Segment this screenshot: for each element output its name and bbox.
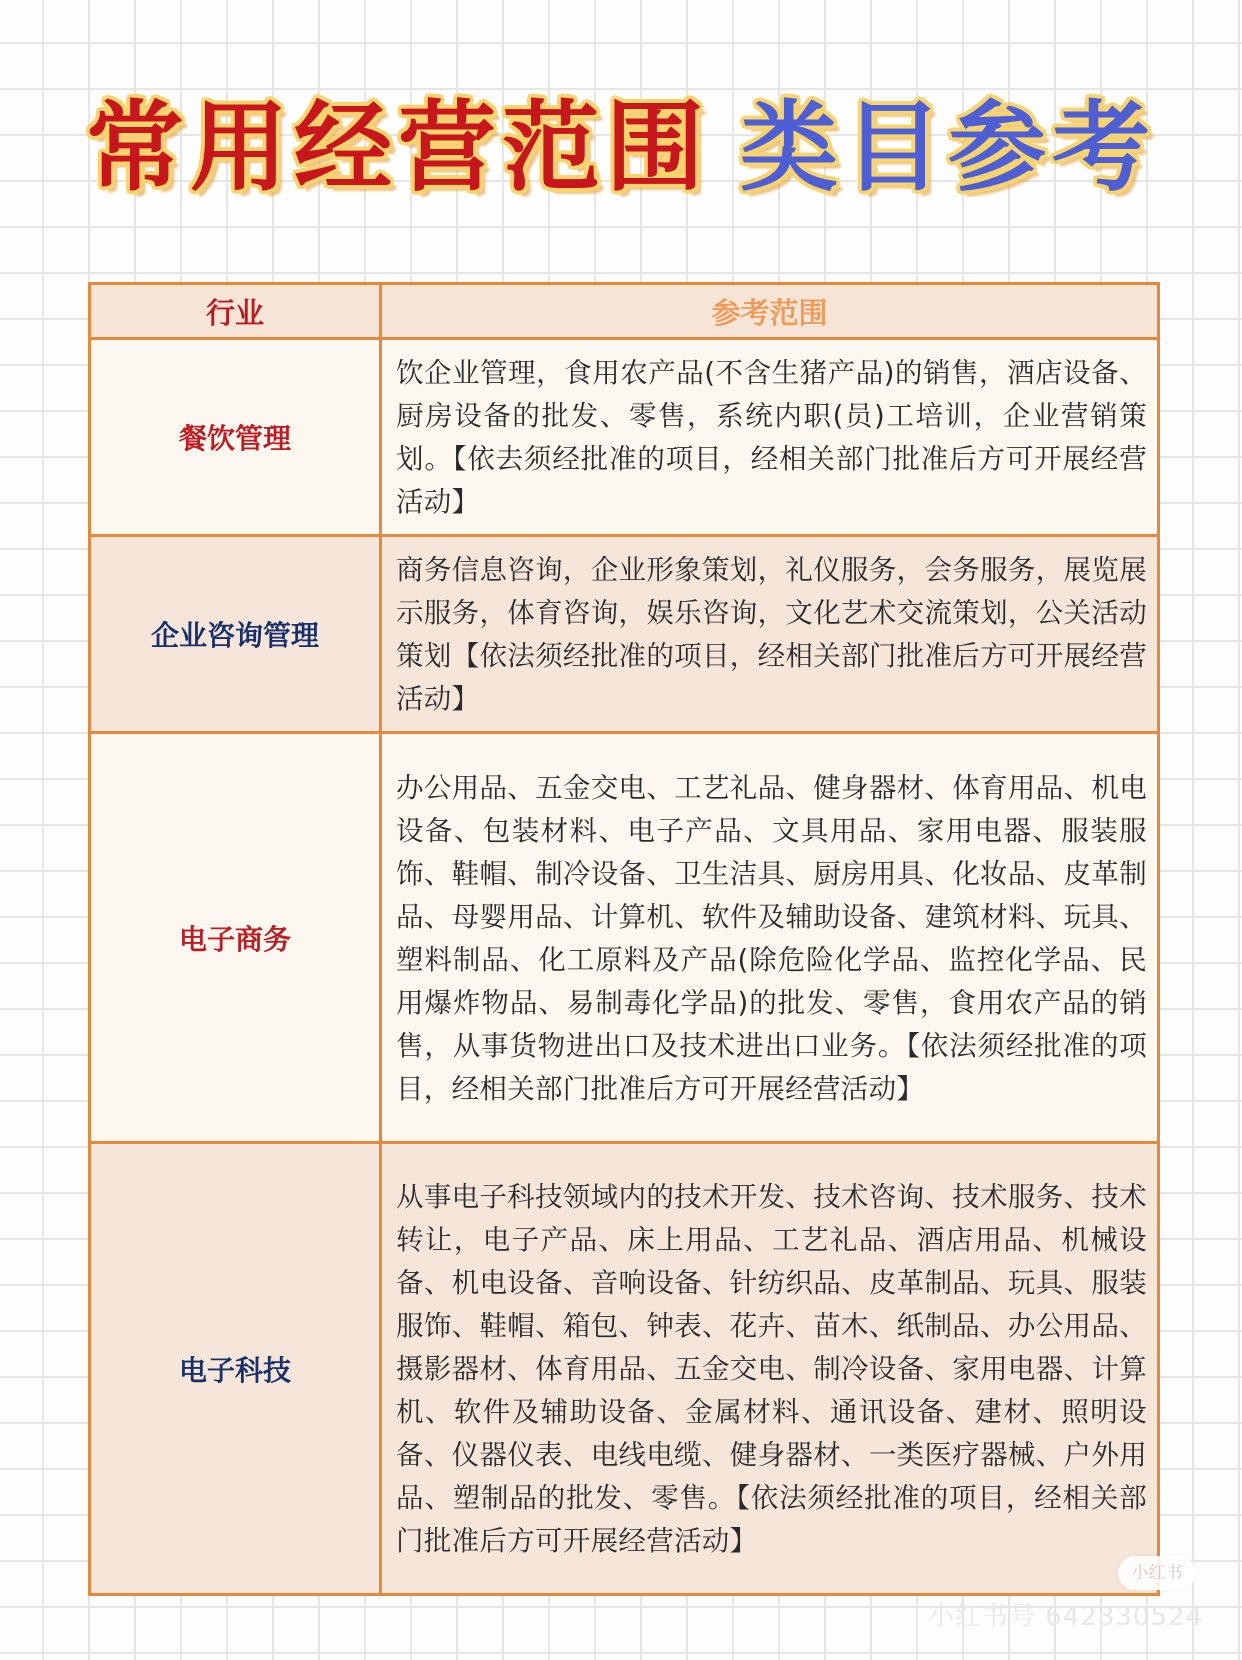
- industry-cell: 电子科技: [90, 1143, 381, 1595]
- watermark-badge: 小红书: [1118, 1556, 1196, 1590]
- business-scope-table: [88, 282, 1160, 1596]
- industry-cell: 电子商务: [90, 733, 381, 1143]
- table-header-row: [90, 284, 1159, 339]
- title-sub: 类目参考: [740, 91, 1157, 205]
- watermark-id: 小红书号 642330524: [928, 1602, 1204, 1632]
- page-title: [0, 88, 1242, 208]
- header-scope: 参考范围: [381, 284, 1159, 339]
- industry-cell: 企业咨询管理: [90, 536, 381, 733]
- table-row: [90, 733, 1159, 1143]
- scope-cell: 办公用品、五金交电、工艺礼品、健身器材、体育用品、机电设备、包装材料、电子产品、文具用品、家用电器、服装服饰、鞋帽、制冷设备、卫生洁具、厨房用具、化妆品、皮革制品、母婴用品、计算机、软件及辅助设备、建筑材料、玩具、塑料制品、化工原料及产品(除危险化学品、监控化学品、民用爆炸物品、易制毒化学品)的批发、零售，食用农产品的销售，从事货物进出口及技术进出口业务。【依法须经批准的项目，经相关部门批准后方可开展经营活动】: [381, 733, 1159, 1143]
- table-row: [90, 536, 1159, 733]
- scope-cell: 饮企业管理，食用农产品(不含生猪产品)的销售，酒店设备、厨房设备的批发、零售，系统内职(员)工培训，企业营销策划。【依去须经批准的项目，经相关部门批准后方可开展经营活动】: [381, 339, 1159, 536]
- title-main: 常用经营范围: [85, 91, 710, 205]
- scope-cell: 商务信息咨询，企业形象策划，礼仪服务，会务服务，展览展示服务，体育咨询，娱乐咨询，文化艺术交流策划，公关活动策划【依法须经批准的项目，经相关部门批准后方可开展经营活动】: [381, 536, 1159, 733]
- scope-cell: 从事电子科技领域内的技术开发、技术咨询、技术服务、技术转让，电子产品、床上用品、工艺礼品、酒店用品、机械设备、机电设备、音响设备、针纺织品、皮革制品、玩具、服装服饰、鞋帽、箱包、钟表、花卉、苗木、纸制品、办公用品、摄影器材、体育用品、五金交电、制冷设备、家用电器、计算机、软件及辅助设备、金属材料、通讯设备、建材、照明设备、仪器仪表、电线电缆、健身器材、一类医疗器械、户外用品、塑制品的批发、零售。【依法须经批准的项目，经相关部门批准后方可开展经营活动】: [381, 1143, 1159, 1595]
- header-industry: 行业: [90, 284, 381, 339]
- industry-cell: 餐饮管理: [90, 339, 381, 536]
- table-row: [90, 339, 1159, 536]
- table-row: [90, 1143, 1159, 1595]
